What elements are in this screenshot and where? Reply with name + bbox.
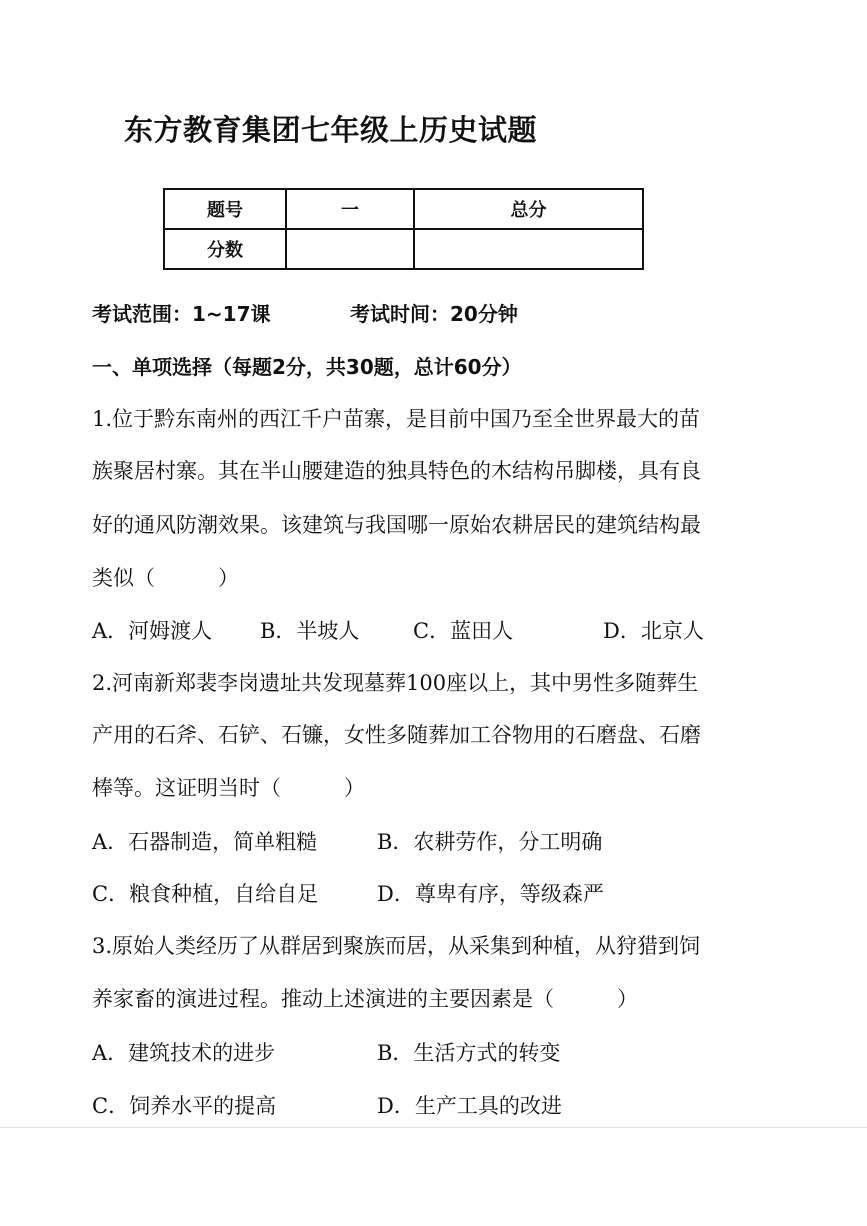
page-title: 东方教育集团七年级上历史试题 xyxy=(124,113,538,147)
section-title: 一、单项选择（每题2分，共30题，总计60分） xyxy=(92,355,522,379)
question-2-option-d: D．尊卑有序，等级森严 xyxy=(377,882,604,906)
score-table xyxy=(163,188,644,270)
score-table-score-row xyxy=(164,229,643,269)
question-1-line-1: 1.位于黔东南州的西江千户苗寨，是目前中国乃至全世界最大的苗 xyxy=(92,407,701,431)
question-3-option-d: D．生产工具的改进 xyxy=(377,1094,562,1118)
question-3-line-2: 养家畜的演进过程。推动上述演进的主要因素是（ ） xyxy=(92,987,638,1011)
score-cell-section-one xyxy=(286,229,414,269)
question-2-line-3: 棒等。这证明当时（ ） xyxy=(92,776,365,800)
question-1-option-d: D．北京人 xyxy=(603,619,704,643)
question-1-line-4: 类似（ ） xyxy=(92,566,239,590)
header-cell-section-one: 一 xyxy=(286,189,414,229)
question-1-line-2: 族聚居村寨。其在半山腰建造的独具特色的木结构吊脚楼，具有良 xyxy=(92,459,701,483)
question-3-option-a: A．建筑技术的进步 xyxy=(92,1041,276,1065)
row-label-score: 分数 xyxy=(164,229,286,269)
score-table-header-row xyxy=(164,189,643,229)
question-3-option-c: C．饲养水平的提高 xyxy=(92,1094,277,1118)
question-3-option-b: B．生活方式的转变 xyxy=(377,1041,561,1065)
exam-time: 考试时间：20分钟 xyxy=(350,302,518,326)
question-3-line-1: 3.原始人类经历了从群居到聚族而居，从采集到种植，从狩猎到饲 xyxy=(92,934,701,958)
question-1-option-b: B．半坡人 xyxy=(260,619,360,643)
page-footer-divider xyxy=(0,1127,867,1128)
question-2-line-2: 产用的石斧、石铲、石镰，女性多随葬加工谷物用的石磨盘、石磨 xyxy=(92,723,701,747)
header-cell-question-number: 题号 xyxy=(164,189,286,229)
question-2-option-c: C．粮食种植，自给自足 xyxy=(92,882,319,906)
question-2-option-b: B．农耕劳作，分工明确 xyxy=(377,830,603,854)
question-1-line-3: 好的通风防潮效果。该建筑与我国哪一原始农耕居民的建筑结构最 xyxy=(92,513,701,537)
exam-scope: 考试范围：1~17课 xyxy=(92,302,271,326)
question-1-option-a: A．河姆渡人 xyxy=(92,619,213,643)
question-2-line-1: 2.河南新郑裴李岗遗址共发现墓葬100座以上，其中男性多随葬生 xyxy=(92,671,699,695)
score-cell-total xyxy=(414,229,643,269)
header-cell-total: 总分 xyxy=(414,189,643,229)
question-2-option-a: A．石器制造，简单粗糙 xyxy=(92,830,318,854)
question-1-option-c: C．蓝田人 xyxy=(413,619,514,643)
